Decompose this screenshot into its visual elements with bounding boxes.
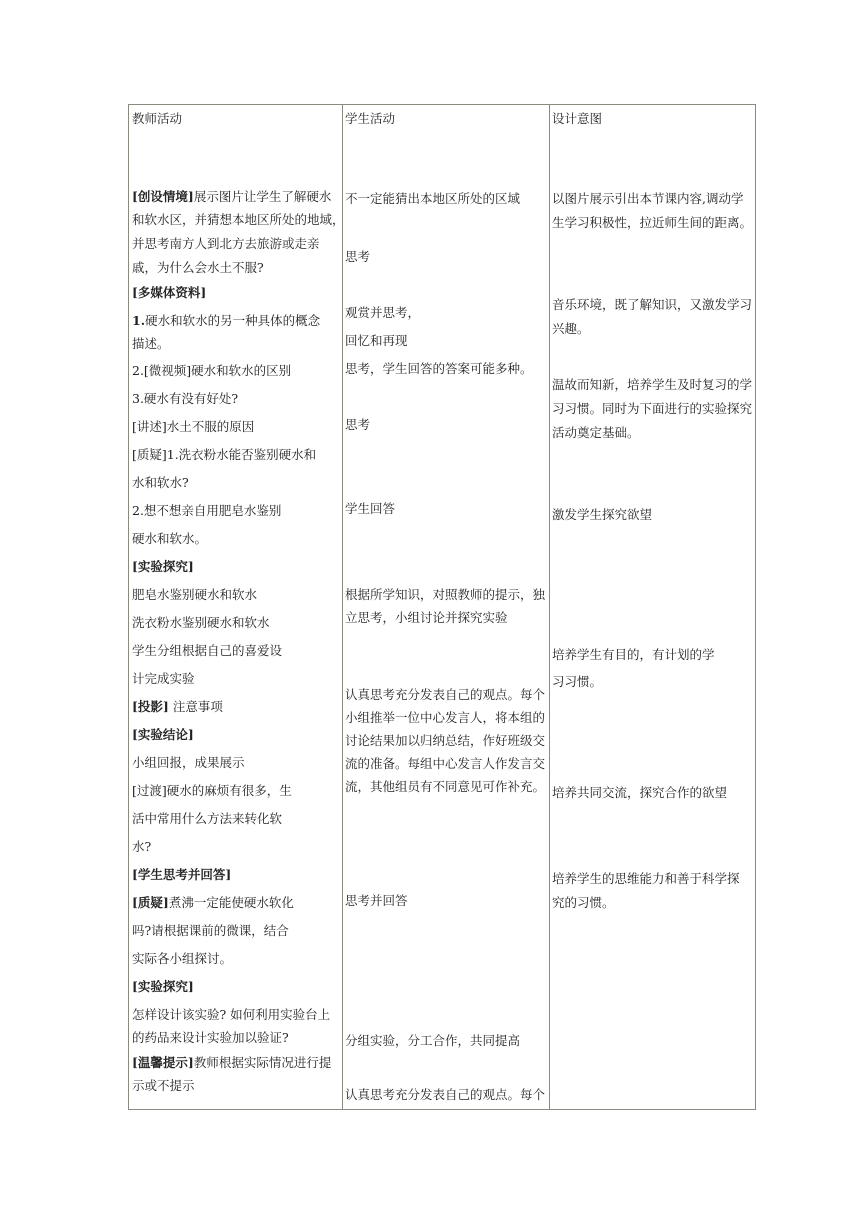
design-line: 培养学生有目的，有计划的学: [552, 647, 715, 662]
teacher-line: [132, 525, 207, 553]
teacher-line-text: 实际各小组探讨。: [132, 951, 233, 966]
design-line: 音乐环境，既了解知识，又激发学习: [552, 297, 753, 312]
design-line: 习习惯。: [552, 674, 603, 689]
design-line: 温故而知新，培养学生及时复习的学: [552, 377, 753, 392]
student-line: 认真思考充分发表自己的观点。每个: [345, 1087, 546, 1102]
teacher-line-text: 展示图片让学生了解硬水: [193, 189, 332, 204]
teacher-line-text: 的药品来设计实验加以验证?: [132, 1030, 289, 1045]
teacher-line-text: 注意事项: [168, 699, 223, 714]
teacher-line: [132, 469, 189, 497]
teacher-line-text: 学生分组根据自己的喜爱设: [132, 643, 283, 658]
student-line: 小组推举一位中心发言人，将本组的: [345, 710, 546, 725]
teacher-line-tag: [实验探究]: [132, 559, 194, 574]
teacher-line-text: 煮沸一定能使硬水软化: [168, 895, 294, 910]
teacher-line: [132, 279, 206, 307]
design-line: 培养共同交流，探究合作的欲望: [552, 785, 728, 800]
teacher-line-text: 示或不提示: [132, 1078, 195, 1093]
teacher-line: [132, 497, 281, 525]
student-line: 回忆和再现: [345, 333, 408, 348]
teacher-line: [132, 1024, 289, 1052]
teacher-line: [132, 917, 289, 945]
teacher-line: [132, 665, 195, 693]
header-teacher-activity: 教师活动: [132, 111, 183, 126]
student-line: 讨论结果加以归纳总结，作好班级交: [345, 733, 546, 748]
teacher-line-text: 并思考南方人到北方去旅游或走亲: [132, 236, 320, 251]
teacher-line-text: 描述。: [132, 336, 170, 351]
teacher-line: [132, 413, 254, 441]
design-line: 习习惯。同时为下面进行的实验探究: [552, 401, 753, 416]
teacher-line-tag: [多媒体资料]: [132, 285, 207, 300]
teacher-line: [132, 721, 194, 749]
teacher-line-text: 吗?请根据课前的微课，结合: [132, 923, 289, 938]
teacher-line: [132, 254, 264, 282]
design-line: 生学习积极性，拉近师生间的距离。: [552, 215, 753, 230]
student-line: 流的准备。每组中心发言人作发言交: [345, 756, 546, 771]
teacher-line-text: 硬水和软水的另一种具体的概念: [145, 313, 321, 328]
teacher-line-tag: [创设情境]: [132, 189, 194, 204]
teacher-line-text: 2.想不想亲自用肥皂水鉴别: [132, 503, 282, 518]
teacher-line-tag: [质疑]: [132, 895, 169, 910]
design-line: 培养学生的思维能力和善于科学探: [552, 871, 740, 886]
teacher-line: [132, 973, 194, 1001]
student-line: 思考并回答: [345, 893, 408, 908]
design-line: 究的习惯。: [552, 895, 615, 910]
teacher-line: [132, 777, 292, 805]
student-line: 学生回答: [345, 501, 396, 516]
teacher-line: [132, 945, 232, 973]
header-design-intent: 设计意图: [552, 111, 603, 126]
student-line: 认真思考充分发表自己的观点。每个: [345, 687, 546, 702]
teacher-activity-column: [132, 105, 345, 1109]
teacher-line: [132, 749, 245, 777]
teacher-line-text: 计完成实验: [132, 671, 195, 686]
design-line: 以图片展示引出本节课内容,调动学: [552, 191, 744, 206]
teacher-line: [132, 805, 282, 833]
teacher-line-text: 水和软水?: [132, 475, 189, 490]
design-line: 激发学生探究欲望: [552, 507, 653, 522]
teacher-line-text: 肥皂水鉴别硬水和软水: [132, 587, 258, 602]
teacher-line-tag: [温馨提示]: [132, 1055, 194, 1070]
student-line: 立思考，小组讨论并探究实验: [345, 610, 508, 625]
student-line: 分组实验，分工合作，共同提高: [345, 1033, 521, 1048]
lesson-plan-table: [128, 104, 756, 1110]
teacher-line-text: 小组回报，成果展示: [132, 755, 245, 770]
teacher-line-text: 洗衣粉水鉴别硬水和软水: [132, 615, 270, 630]
teacher-line: [132, 833, 151, 861]
student-line: 观赏并思考，: [345, 305, 421, 320]
teacher-line-text: 水?: [132, 839, 152, 854]
teacher-line-text: 和软水区，并猜想本地区所处的地域，: [132, 212, 345, 227]
teacher-line: [132, 889, 294, 917]
teacher-line: [132, 357, 291, 385]
student-line: 根据所学知识，对照教师的提示，独: [345, 587, 546, 602]
teacher-line-text: 戚，为什么会水土不服?: [132, 260, 264, 275]
teacher-line-tag: [实验结论]: [132, 727, 194, 742]
student-line: 流，其他组员有不同意见可作补充。: [345, 779, 546, 794]
student-activity-column: [345, 105, 549, 1109]
teacher-line: [132, 553, 194, 581]
design-line: 活动奠定基础。: [552, 425, 640, 440]
teacher-line: [132, 609, 270, 637]
teacher-line: [132, 441, 316, 469]
header-student-activity: 学生活动: [345, 111, 396, 126]
teacher-line: [132, 1072, 195, 1100]
design-line: 兴趣。: [552, 321, 590, 336]
teacher-line-text: 怎样设计该实验? 如何利用实验台上: [132, 1007, 331, 1022]
student-line: 思考，学生回答的答案可能多种。: [345, 361, 533, 376]
teacher-line-text: [讲述]水土不服的原因: [132, 419, 255, 434]
teacher-line-text: 3.硬水有没有好处?: [132, 391, 239, 406]
teacher-line-tag: [实验探究]: [132, 979, 194, 994]
teacher-line-text: 2.[微视频]硬水和软水的区别: [132, 363, 292, 378]
teacher-line-text: 教师根据实际情况进行提: [193, 1055, 332, 1070]
teacher-line: [132, 385, 238, 413]
teacher-line-text: 活中常用什么方法来转化软: [132, 811, 283, 826]
teacher-line: [132, 693, 223, 721]
student-line: 思考: [345, 249, 371, 264]
teacher-line-tag: 1.: [132, 313, 146, 328]
column-divider: [342, 105, 343, 1109]
teacher-line-tag: [学生思考并回答]: [132, 867, 232, 882]
student-line: 不一定能猜出本地区所处的区域: [345, 191, 521, 206]
teacher-line-text: [质疑]1.洗衣粉水能否鉴别硬水和: [132, 447, 317, 462]
teacher-line-text: [过渡]硬水的麻烦有很多，生: [132, 783, 292, 798]
teacher-line: [132, 861, 231, 889]
teacher-line: [132, 637, 282, 665]
design-intent-column: [552, 105, 756, 1109]
teacher-line: [132, 581, 257, 609]
teacher-line-tag: [投影]: [132, 699, 169, 714]
student-line: 思考: [345, 417, 371, 432]
column-divider: [549, 105, 550, 1109]
teacher-line: [132, 330, 170, 358]
teacher-line-text: 硬水和软水。: [132, 531, 208, 546]
